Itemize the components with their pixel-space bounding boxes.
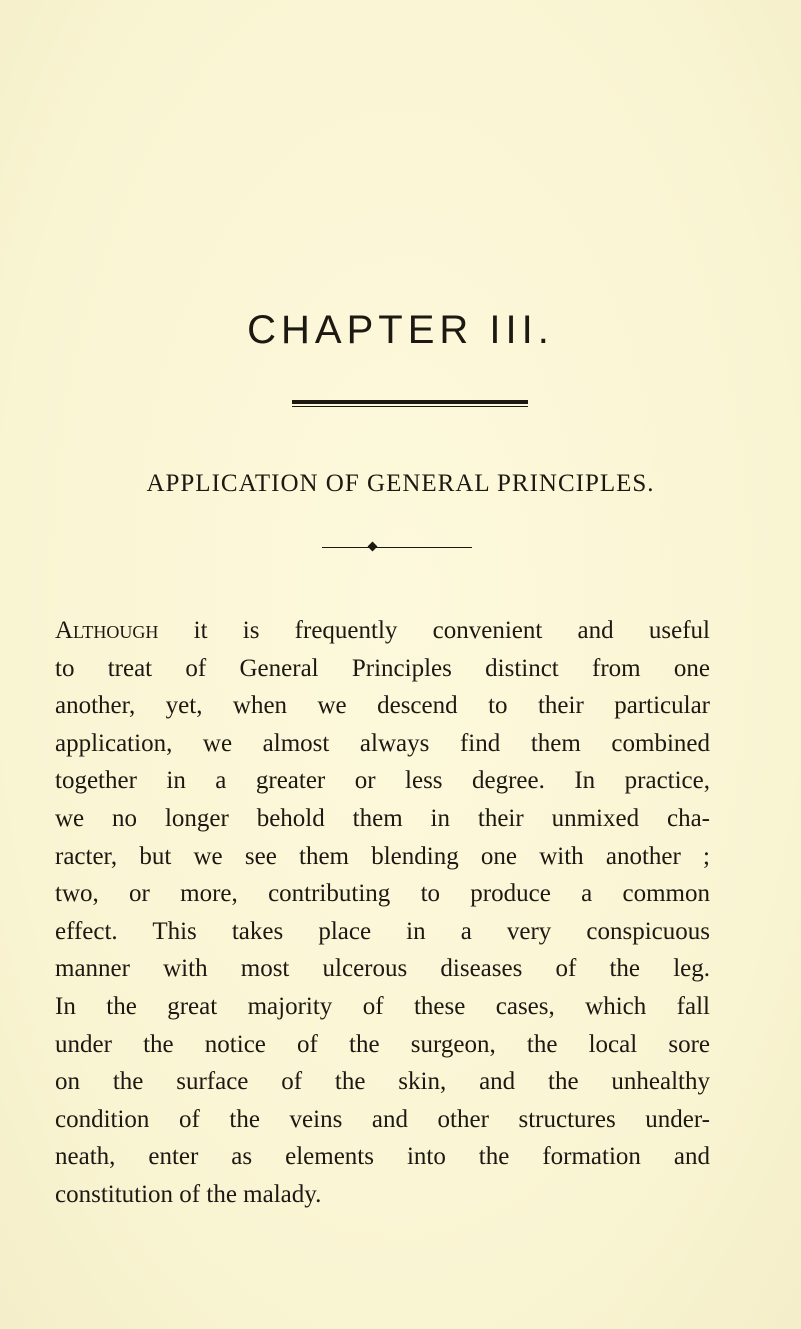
text-line: application, we almost always find them combined xyxy=(55,729,710,757)
body-paragraph xyxy=(55,612,710,1214)
section-title: APPLICATION OF GENERAL PRINCIPLES. xyxy=(146,470,655,497)
diamond-icon xyxy=(368,542,378,552)
thick-rule xyxy=(292,400,528,404)
text-line: effect. This takes place in a very conspicuous xyxy=(55,917,710,945)
first-word-smallcaps: Although xyxy=(55,617,159,644)
text-line: neath, enter as elements into the formation and xyxy=(55,1143,710,1171)
text-line: two, or more, contributing to produce a common xyxy=(55,880,710,908)
chapter-title: CHAPTER III. xyxy=(247,308,554,352)
text-line: on the surface of the skin, and the unhealthy xyxy=(55,1068,710,1096)
text-line: we no longer behold them in their unmixed cha- xyxy=(55,804,710,832)
ornament-line xyxy=(322,547,472,548)
text-line: constitution of the malady. xyxy=(55,1180,322,1208)
thin-rule xyxy=(292,406,528,407)
text-line: under the notice of the surgeon, the local sore xyxy=(55,1030,710,1058)
text-line: manner with most ulcerous diseases of the leg. xyxy=(55,955,710,983)
text-line xyxy=(55,612,710,650)
diamond-ornament-divider xyxy=(322,541,472,553)
double-rule-divider xyxy=(292,400,528,408)
text-line: condition of the veins and other structures under- xyxy=(55,1105,710,1133)
text-line: racter, but we see them blending one with another ; xyxy=(55,842,710,870)
text-line: In the great majority of these cases, which fall xyxy=(55,992,710,1020)
text-line: together in a greater or less degree. In practice, xyxy=(55,767,710,795)
text-line-rest: it is frequently convenient and useful xyxy=(158,617,710,644)
text-line: another, yet, when we descend to their particular xyxy=(55,692,710,720)
text-line: to treat of General Principles distinct from one xyxy=(55,654,710,682)
